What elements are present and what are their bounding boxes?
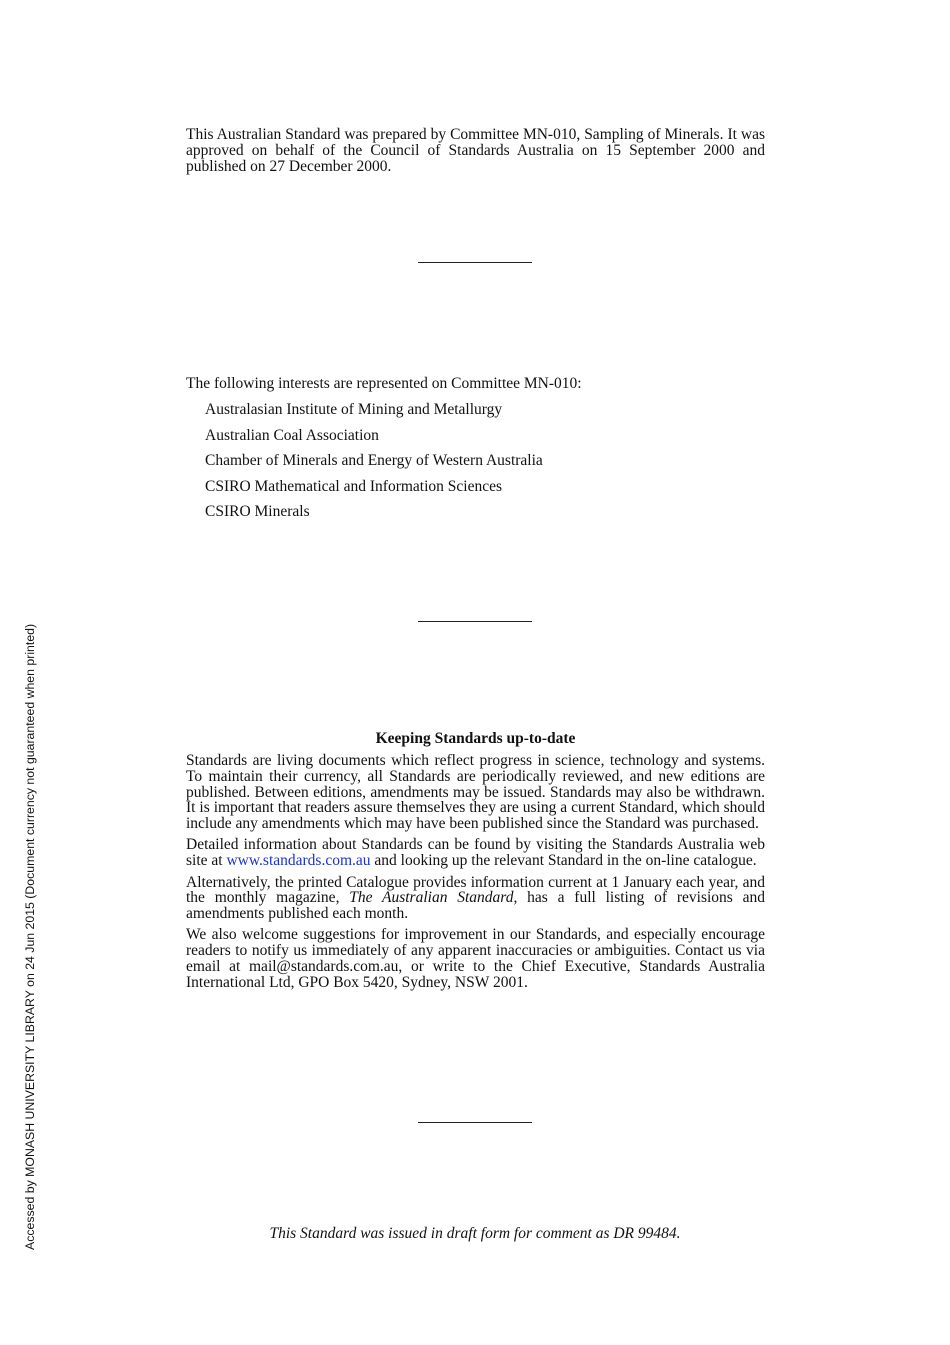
interest-item: CSIRO Mathematical and Information Sciences [205, 477, 503, 495]
interests-list [205, 401, 543, 529]
paragraph-3-text-a: Alternatively, the printed Catalogue provides information current at 1 January each year, and the monthly magazine, [186, 873, 765, 907]
interests-intro: The following interests are represented on Committee MN-010: [186, 375, 582, 392]
paragraph-2-text-a: Detailed information about Standards can be found by visiting the Standards Australia web site at [186, 836, 765, 870]
keeping-paragraph-4: We also welcome suggestions for improvement in our Standards, and especially encourage readers to notify us immediately of any apparent inaccuracies or ambiguities. Contact us via email at mail@standards.com.au, or write to the Chief Executive, Standards Australia International Ltd, GPO Box 5420, Sydney, NSW 2001. [186, 926, 765, 991]
preparation-note-text: This Australian Standard was prepared by Committee MN-010, Sampling of Minerals. It was approved on behalf of the Council of Standards Australia on 15 September 2000 and published on 27 December 2000. [186, 126, 765, 175]
section-divider [418, 621, 532, 622]
preparation-note [186, 127, 765, 174]
section-divider [418, 1122, 532, 1123]
keeping-up-to-date-section [186, 753, 765, 996]
keeping-paragraph-3 [186, 875, 765, 922]
paragraph-3-text-b: , has a full listing of revisions and amendments published each month. [186, 889, 765, 923]
access-watermark: Accessed by MONASH UNIVERSITY LIBRARY on 24 Jun 2015 (Document currency not guaranteed when printed) [23, 623, 37, 1250]
interest-item: CSIRO Minerals [205, 503, 310, 520]
standards-website-link[interactable]: www.standards.com.au [226, 852, 371, 870]
interest-item: Australian Coal Association [205, 426, 379, 444]
keeping-paragraph-1: Standards are living documents which reflect progress in science, technology and systems. To maintain their currency, all Standards are periodically reviewed, and new editions are published. Between editions, amendments may be issued. Standards may also be withdrawn. It is important that readers assure themselves they are using a current Standard, which should include any amendments which may have been published since the Standard was purchased. [186, 752, 765, 833]
interest-item: Australasian Institute of Mining and Metallurgy [205, 401, 503, 418]
magazine-title: The Australian Standard [349, 889, 514, 907]
keeping-paragraph-2 [186, 837, 765, 869]
interest-item: Chamber of Minerals and Energy of Western Australia [205, 452, 543, 469]
keeping-up-to-date-heading: Keeping Standards up-to-date [375, 730, 576, 747]
draft-note: This Standard was issued in draft form for comment as DR 99484. [269, 1225, 681, 1242]
paragraph-2-text-b: and looking up the relevant Standard in the on-line catalogue. [370, 852, 757, 870]
section-divider [418, 262, 532, 263]
